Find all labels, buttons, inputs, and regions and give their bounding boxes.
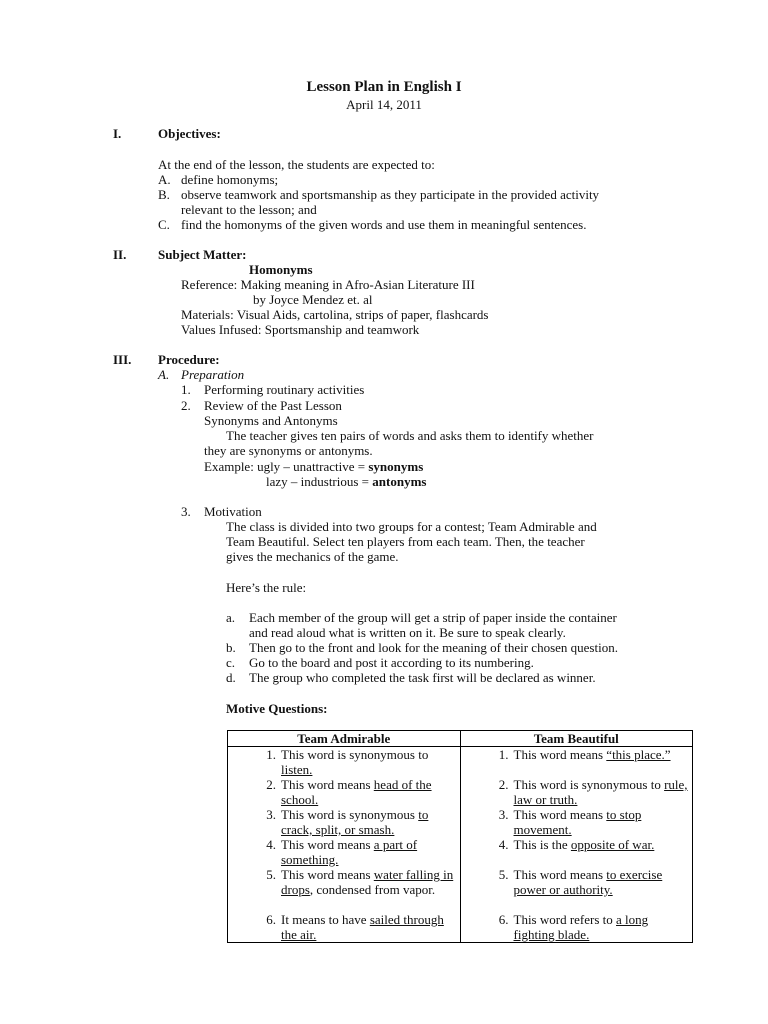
list-item	[228, 747, 460, 777]
procedure-sub-letter: A.	[158, 367, 170, 382]
question-answer-hint: sailed through the air.	[281, 912, 444, 942]
step-text: Motivation	[204, 504, 262, 519]
example-prefix: Example: ugly – unattractive =	[204, 459, 369, 474]
step-number: 1.	[181, 382, 191, 397]
item-number: 2.	[266, 777, 276, 792]
example-answer: synonyms	[368, 459, 424, 474]
subject-topic: Homonyms	[249, 262, 313, 277]
objective-letter: B.	[158, 187, 170, 202]
question-text	[281, 747, 456, 777]
rule-letter: b.	[226, 640, 236, 655]
question-prefix: This word means	[281, 867, 374, 882]
item-number: 3.	[498, 807, 509, 822]
rule-letter: a.	[226, 610, 236, 625]
section-heading-procedure: Procedure:	[158, 352, 220, 367]
section-numeral-objectives: I.	[113, 126, 122, 141]
column-header-team-beautiful: Team Beautiful	[460, 731, 693, 747]
question-answer-hint: listen.	[281, 762, 313, 777]
question-text	[514, 912, 689, 942]
list-item	[461, 912, 693, 942]
page-title: Lesson Plan in English I	[306, 79, 462, 95]
question-answer-hint: water falling in drops	[281, 867, 454, 897]
question-answer-hint: rule, law or truth.	[513, 777, 688, 807]
column-header-team-admirable: Team Admirable	[228, 731, 461, 747]
step-description: The class is divided into two groups for a contest; Team Admirable and	[226, 519, 597, 534]
rule-text: Each member of the group will get a strip of paper inside the container	[249, 610, 617, 625]
subject-author: by Joyce Mendez et. al	[253, 292, 373, 307]
step-text: Review of the Past Lesson	[204, 398, 342, 413]
motive-questions-heading: Motive Questions:	[226, 701, 328, 716]
objective-text: find the homonyms of the given words and use them in meaningful sentences.	[181, 217, 587, 232]
rule-text-continued: and read aloud what is written on it. Be sure to speak clearly.	[249, 625, 566, 640]
table-row	[228, 747, 693, 943]
question-text	[514, 837, 689, 867]
question-prefix: This word means	[513, 807, 607, 822]
item-number: 1.	[266, 747, 276, 762]
rule-intro: Here’s the rule:	[226, 580, 307, 595]
objective-text-continued: relevant to the lesson; and	[181, 202, 317, 217]
step-description-continued: they are synonyms or antonyms.	[204, 443, 373, 458]
objective-letter: A.	[158, 172, 171, 187]
question-prefix: This word means	[281, 837, 374, 852]
list-item	[228, 912, 460, 942]
step-number: 2.	[181, 398, 191, 413]
subject-values: Values Infused: Sportsmanship and teamwork	[181, 322, 420, 337]
item-number: 6.	[498, 912, 509, 927]
list-item	[228, 867, 460, 912]
page-date: April 14, 2011	[346, 97, 422, 112]
list-item	[461, 747, 693, 777]
item-number: 4.	[266, 837, 276, 852]
objectives-intro: At the end of the lesson, the students are expected to:	[158, 157, 435, 172]
list-item	[228, 837, 460, 867]
motive-questions-table	[227, 730, 693, 943]
question-prefix: This word is synonymous to	[513, 777, 665, 792]
example-prefix: lazy – industrious =	[266, 474, 373, 489]
item-number: 2.	[498, 777, 509, 792]
question-answer-hint: opposite of war.	[570, 837, 655, 852]
list-item	[461, 867, 693, 912]
list-item	[461, 807, 693, 837]
example-answer: antonyms	[372, 474, 427, 489]
question-text	[281, 837, 456, 867]
question-text	[281, 867, 456, 912]
question-text	[514, 807, 689, 837]
item-number: 5.	[266, 867, 276, 882]
list-item	[228, 807, 460, 837]
procedure-sub-heading: Preparation	[181, 367, 245, 382]
objective-text: define homonyms;	[181, 172, 279, 187]
list-item	[461, 837, 693, 867]
section-heading-subject: Subject Matter:	[158, 247, 247, 262]
question-text	[281, 807, 456, 837]
rule-text: Go to the board and post it according to its numbering.	[249, 655, 534, 670]
item-number: 4.	[498, 837, 509, 852]
question-suffix: , condensed from vapor.	[309, 882, 436, 897]
question-text	[281, 777, 456, 807]
question-prefix: This is the	[513, 837, 571, 852]
question-text	[514, 747, 689, 777]
list-item	[461, 777, 693, 807]
team-beautiful-cell	[460, 747, 693, 943]
rule-letter: c.	[226, 655, 236, 670]
list-item	[228, 777, 460, 807]
item-number: 5.	[498, 867, 509, 882]
rule-letter: d.	[226, 670, 236, 685]
rule-text: The group who completed the task first will be declared as winner.	[249, 670, 596, 685]
question-prefix: This word means	[513, 867, 607, 882]
step-topic: Synonyms and Antonyms	[204, 413, 338, 428]
subject-reference: Reference: Making meaning in Afro-Asian Literature III	[181, 277, 475, 292]
section-heading-objectives: Objectives:	[158, 126, 221, 141]
item-number: 1.	[498, 747, 509, 762]
section-numeral-subject: II.	[113, 247, 127, 262]
question-text	[514, 867, 689, 912]
step-description-continued: Team Beautiful. Select ten players from each team. Then, the teacher	[226, 534, 585, 549]
team-admirable-cell	[228, 747, 461, 943]
objective-text: observe teamwork and sportsmanship as they participate in the provided activity	[181, 187, 600, 202]
step-description-continued: gives the mechanics of the game.	[226, 549, 399, 564]
question-text	[281, 912, 456, 942]
rule-text: Then go to the front and look for the meaning of their chosen question.	[249, 640, 618, 655]
objective-letter: C.	[158, 217, 170, 232]
subject-materials: Materials: Visual Aids, cartolina, strips of paper, flashcards	[181, 307, 489, 322]
question-prefix: This word is synonymous	[281, 807, 419, 822]
question-prefix: This word refers to	[513, 912, 617, 927]
question-text	[514, 777, 689, 807]
step-description: The teacher gives ten pairs of words and asks them to identify whether	[226, 428, 594, 443]
item-number: 6.	[266, 912, 276, 927]
question-answer-hint: “this place.”	[606, 747, 671, 762]
question-prefix: This word means	[281, 777, 374, 792]
step-text: Performing routinary activities	[204, 382, 365, 397]
question-answer-hint: to stop movement.	[513, 807, 642, 837]
question-answer-hint: a part of something.	[281, 837, 418, 867]
item-number: 3.	[266, 807, 276, 822]
question-answer-hint: to crack, split, or smash.	[281, 807, 429, 837]
question-answer-hint: head of the school.	[281, 777, 432, 807]
step-number: 3.	[181, 504, 191, 519]
question-prefix: This word is synonymous to	[281, 747, 429, 762]
table-header-row	[228, 731, 693, 747]
example-line-2	[266, 474, 426, 489]
example-line-1	[204, 459, 423, 474]
question-answer-hint: to exercise power or authority.	[513, 867, 663, 897]
question-answer-hint: a long fighting blade.	[513, 912, 649, 942]
question-prefix: This word means	[513, 747, 607, 762]
question-prefix: It means to have	[281, 912, 370, 927]
section-numeral-procedure: III.	[113, 352, 132, 367]
